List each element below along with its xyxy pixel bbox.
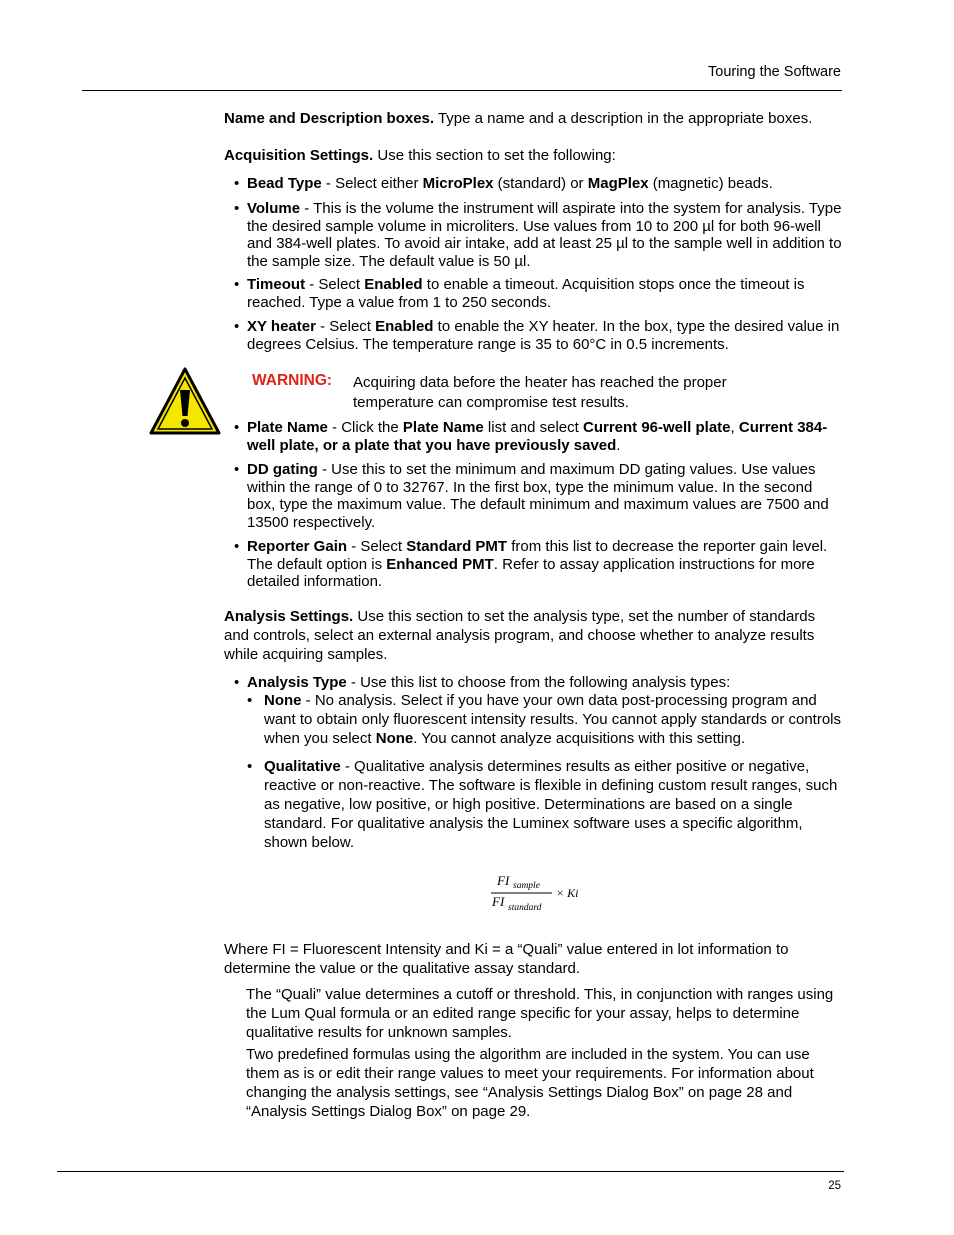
- analysis-settings-heading: Analysis Settings.: [224, 608, 354, 625]
- formula-denominator: FI: [492, 894, 505, 909]
- bullet-icon: •: [234, 461, 240, 478]
- bead-type-item: • Bead Type - Select either MicroPlex (standard) or MagPlex (magnetic) beads.: [234, 175, 773, 192]
- none-item: • None - No analysis. Select if you have your own data post-processing program and want to obtain only fluorescent intensity results. You cannot apply standards or controls when you select None. You cannot analyze acquisitions with this setting.: [247, 692, 842, 747]
- formula-operator: × Ki: [556, 886, 579, 900]
- warning-label: WARNING:: [252, 372, 333, 389]
- bullet-icon: •: [247, 692, 253, 709]
- bullet-icon: •: [247, 758, 253, 775]
- footer-rule: [57, 1171, 844, 1172]
- timeout-item: • Timeout - Select Enabled to enable a timeout. Acquisition stops once the timeout is reached. Type a value from 1 to 250 seconds.: [234, 276, 805, 311]
- name-description-heading: Name and Description boxes.: [224, 110, 435, 127]
- formula-denominator-subscript: standard: [508, 903, 542, 913]
- warning-text: Acquiring data before the heater has reached the proper temperature can compromise test results.: [353, 374, 727, 411]
- analysis-type-item: • Analysis Type - Use this list to choose from the following analysis types:: [234, 674, 731, 691]
- reporter-gain-item: • Reporter Gain - Select Standard PMT from this list to decrease the reporter gain level. The default option is Enhanced PMT. Refer to assay application instructions for more detailed information.: [234, 538, 828, 590]
- page-number: 25: [828, 1180, 841, 1192]
- formula-numerator: FI: [497, 873, 510, 888]
- warning-triangle-icon: [148, 366, 222, 436]
- running-header: Touring the Software: [708, 64, 841, 80]
- name-description-paragraph: Name and Description boxes. Type a name and a description in the appropriate boxes.: [224, 110, 813, 127]
- predefined-formulas-paragraph: Two predefined formulas using the algorithm are included in the system. You can use them as is or edit their range values to meet your requirements. For information about changing the analysis settings, see “Analysis Settings Dialog Box” on page 28 and “Analysis Settings Dialog Box” on page 29.: [246, 1046, 814, 1120]
- dd-gating-item: • DD gating - Use this to set the minimum and maximum DD gating values. Use values within the range of 0 to 32767. In the first box, type the minimum value. In the second box, type the maximum value. The default minimum and maximum values are 7500 and 13500 respectively.: [234, 461, 829, 531]
- volume-item: • Volume - This is the volume the instrument will aspirate into the system for analysis. Type the desired sample volume in microliters. Use values from 10 to 200 µl for both 96-well and 384-well plates. To avoid air intake, add at least 25 µl to the sample well in addition to the sample size. The default value is 50 µl.: [234, 200, 842, 270]
- xy-heater-item: • XY heater - Select Enabled to enable the XY heater. In the box, type the desired value in degrees Celsius. The temperature range is 35 to 60°C in 0.5 increments.: [234, 318, 840, 353]
- bullet-icon: •: [234, 318, 240, 335]
- quali-paragraph: The “Quali” value determines a cutoff or threshold. This, in conjunction with ranges using the Lum Qual formula or an edited range specific for your assay, helps to determine qualitative results for unknown samples.: [246, 986, 834, 1041]
- bullet-icon: •: [234, 419, 240, 436]
- qualitative-item: • Qualitative - Qualitative analysis determines results as either positive or negative, reactive or non-reactive. The software is flexible in defining custom result ranges, such as negative, low positive, or high positive. Determinations are based on a single standard. For qualitative analysis the Luminex software uses a specific algorithm, shown below.: [247, 758, 838, 851]
- header-rule: [82, 90, 842, 91]
- bullet-icon: •: [234, 276, 240, 293]
- bullet-icon: •: [234, 538, 240, 555]
- where-paragraph: Where FI = Fluorescent Intensity and Ki = a “Quali” value entered in lot information to determine the value or the qualitative assay standard.: [224, 941, 789, 977]
- formula-numerator-subscript: sample: [513, 881, 540, 891]
- bullet-icon: •: [234, 674, 240, 691]
- acquisition-settings-paragraph: Acquisition Settings. Use this section to set the following:: [224, 147, 616, 164]
- analysis-settings-paragraph: Analysis Settings. Use this section to set the analysis type, set the number of standards and controls, select an external analysis program, and choose whether to analyze results while acquiring samples.: [224, 608, 816, 663]
- plate-name-item: • Plate Name - Click the Plate Name list and select Current 96-well plate, Current 384-well plate, or a plate that you have previously saved.: [234, 419, 828, 454]
- qualitative-formula: [455, 868, 607, 920]
- bullet-icon: •: [234, 175, 240, 192]
- acquisition-settings-heading: Acquisition Settings.: [224, 147, 374, 164]
- bullet-icon: •: [234, 200, 240, 217]
